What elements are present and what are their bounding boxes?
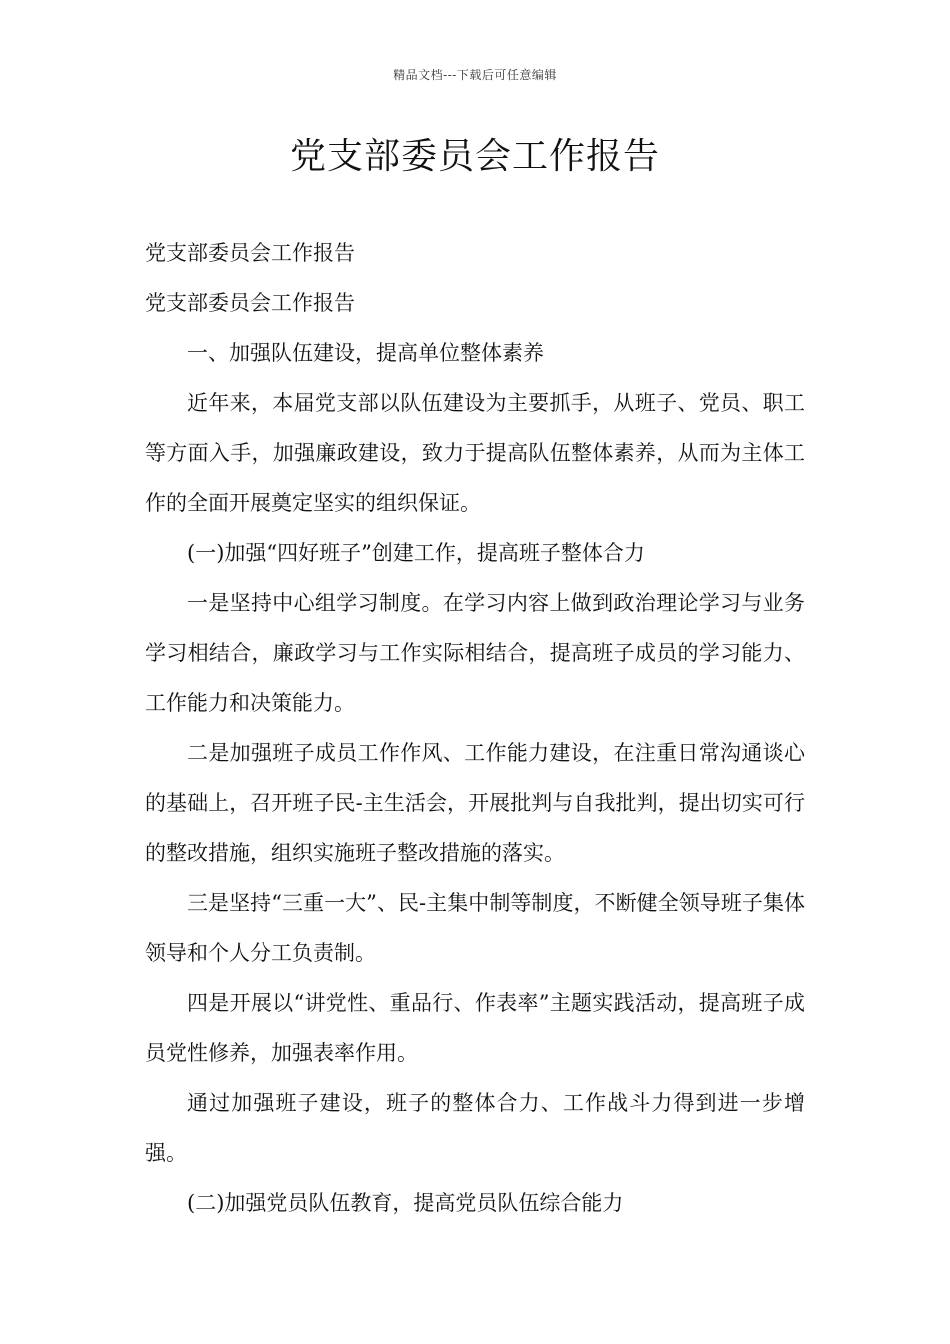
paragraph: 三是坚持“三重一大”、民-主集中制等制度，不断健全领导班子集体领导和个人分工负责制。: [145, 891, 805, 965]
paragraph: 一、加强队伍建设，提高单位整体素养: [187, 341, 544, 365]
header-note: 精品文档---下载后可任意编辑: [393, 68, 557, 82]
document-title: 党支部委员会工作报告: [289, 136, 660, 177]
paragraph: 近年来，本届党支部以队伍建设为主要抓手，从班子、党员、职工等方面入手，加强廉政建设，致力于提高队伍整体素养，从而为主体工作的全面开展奠定坚实的组织保证。: [145, 391, 805, 515]
paragraph: 党支部委员会工作报告: [145, 241, 355, 265]
paragraph: 党支部委员会工作报告: [145, 291, 355, 315]
paragraph: 二是加强班子成员工作作风、工作能力建设，在注重日常沟通谈心的基础上，召开班子民-主生活会，开展批判与自我批判，提出切实可行的整改措施，组织实施班子整改措施的落实。: [145, 741, 805, 865]
paragraph: 一是坚持中心组学习制度。在学习内容上做到政治理论学习与业务学习相结合，廉政学习与工作实际相结合，提高班子成员的学习能力、工作能力和决策能力。: [145, 591, 805, 715]
document-body: [145, 228, 805, 1228]
paragraph: 通过加强班子建设，班子的整体合力、工作战斗力得到进一步增强。: [145, 1091, 805, 1165]
paragraph: (二)加强党员队伍教育，提高党员队伍综合能力: [187, 1191, 624, 1215]
paragraph: (一)加强“四好班子”创建工作，提高班子整体合力: [187, 541, 645, 565]
paragraph: 四是开展以“讲党性、重品行、作表率”主题实践活动，提高班子成员党性修养，加强表率作用。: [145, 991, 805, 1065]
